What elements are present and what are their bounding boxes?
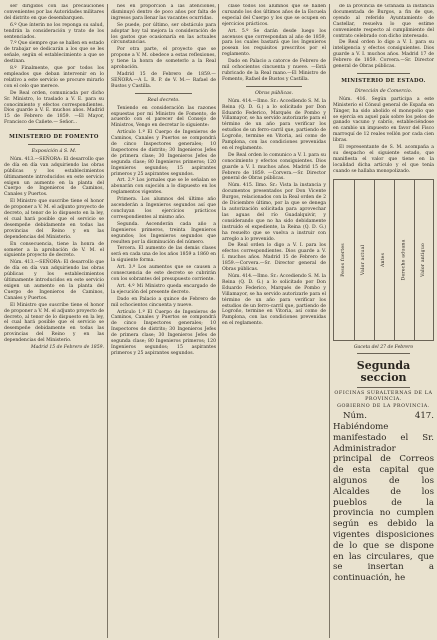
table-column: Valor actual <box>354 180 375 340</box>
rubric-heading: Real decreto. <box>147 97 180 103</box>
paragraph: De Real orden lo digo a V. I. para su inteligencia y efectos consiguientes. Dios guarde a V. I. muchos años. Madrid 17 de Febrero de 1859. Corvera.—Sr. Director general de Obras públicas. <box>333 40 434 70</box>
paragraph: De Real orden, comunicada por dicho Sr. Ministro, lo traslado a V. E. para su conocimiento y efectos correspondientes. Dios guarde a V. E. muchos años. Madrid 15 de Febrero de 1859. —El Mayor, Francisco de Cañete.— Señor... <box>4 90 104 126</box>
paragraph: 6.º Que ínterin no los reponga su salud, tendrán la consideración y trato de los sentenciados. <box>4 22 104 40</box>
paragraph: Dado en Palacio a catorce de Febrero de mil ochocientos cincuenta y nueve. —Está rubricado de la Real mano.—El Ministro de Fomento, Rafael de Bustos y Castilla. <box>222 59 326 82</box>
paragraph: Art. 2.º Los jornales que se le señalan se abonarán con sujeción a lo dispuesto en los reglamentos vigentes. <box>111 178 216 196</box>
divider <box>135 93 192 94</box>
table-column: Antes <box>374 180 395 340</box>
price-table <box>333 179 434 341</box>
column-3 <box>222 4 326 638</box>
column-4 <box>333 4 434 638</box>
paragraph: De Real orden lo digo a V. I. para los efectos correspondientes. Dios guarde a V. I. muchos años. Madrid 15 de Febrero de 1859.—Corvera.—Sr. Director general de Obras públicas. <box>222 243 326 273</box>
table-column: Valor antiguo <box>421 242 427 277</box>
paragraph: Segunda. Ascenderán cada año a Ingenieros primeros, treinta Ingenieros segundos; los Ingenieros segundos que resulten por la disminución del número. <box>111 221 216 245</box>
column-rule <box>329 4 330 638</box>
paragraph: Art. 5.º Se darán desde luego los ascensos que correspondan al año de 1859, para los cuales bastará que los Ingenieros posean los requisitos prescritos por el reglamento. <box>222 28 326 58</box>
divider <box>28 129 80 130</box>
paragraph: Se puede, por último, ser obstáculo para adoptar hoy tal mejora la consideración de los gastos que ocasionaría en las actuales circunstancias. <box>111 22 216 46</box>
paragraph: Tercera. El aumento de las demás clases será en cada una de los años 1859 a 1860 en la siguiente forma. <box>111 246 216 264</box>
paragraph: Teniendo en consideración las razones expuestas por mi Ministro de Fomento, de acuerdo con el parecer del Consejo de Ministros, Vengo en decretar lo siguiente: <box>111 105 216 129</box>
paragraph: El representante de S. M. acompaña a su despacho el siguiente estado, que manifiesta el valor que tiene en la localidad dicha artículo y el que tenía cuando se hallaba monopolizado. <box>333 145 434 174</box>
paragraph: Núm. 416. Según participa a este Ministerio el Cónsul general de España en Tánger, ha sido abolido el monopolio que se ejercía en aquel país sobre los pelos de ganado vacuno y cabrío, estableciéndose en cambio un impuesto en favor del Fisco marroquí de 12 reales vellón por cada cien libras. <box>333 96 434 144</box>
rubric-heading: Exposición á S. M. <box>31 149 77 155</box>
table-column: Derecho aduana <box>394 180 415 340</box>
table-column: Pesos fuertes <box>334 180 355 340</box>
paragraph: El Ministro que suscribe tiene el honor de proponer a V. M. el adjunto proyecto de decreto, al tenor de lo dispuesto en la ley, el cual hará posible que el servicio se desempeñe debidamente en todas las provincias del Reino y en las dependencias del Ministerio. <box>4 199 104 240</box>
section-subtitle: OFICINAS SUBALTERNAS DE LA PROVINCIA. <box>334 391 433 403</box>
paragraph: nes en proporción a las atenciones, disminuyó dentro de poco años por falta de ingresos para llenar las vacantes ocurridas. <box>111 4 216 21</box>
column-rule <box>218 4 219 638</box>
paragraph: Art. 3.º Los aumentos que se causen a consecuencia de este decreto se cubrirán con los sobrantes del presupuesto corriente. <box>111 265 216 282</box>
section-subtitle: GOBIERNO DE LA PROVINCIA. <box>337 404 430 410</box>
column-2 <box>111 4 216 638</box>
paragraph: Núm. 413.—SEÑORA: El desarrollo que de día en día van adquiriendo las obras públicas y los establecimientos últimamente introducidos en este servicio exigen un aumento en la planta del Cuerpo de Ingenieros de Caminos, Canales y Puertos. <box>4 260 104 301</box>
paragraph: Núm. 415. Ilmo. Sr.: Vista la instancia y documentos presentados por Don Vicente Burgos, relacionados con la Real orden de 2 de Diciembre último, por la que se denega la autorización solicitada para aprovechar las aguas del río Guadalquivir, y considerando que no ha sido debidamente instruido el expediente, la Reina (Q. D. G.) ha resuelto que se vuelva a instruir con arreglo a lo prevenido. <box>222 183 326 242</box>
paragraph: Artículo 1.º El Cuerpo de Ingenieros de Caminos, Canales y Puertos se compondrá de cinco Inspectores generales; 10 Inspectores de distrito; 30 Ingenieros Jefes de primera clase; 30 Ingenieros Jefes de segunda clase; 80 Ingenieros primeros; 120 Ingenieros segundos; 15 aspirantes primeros y 25 aspirantes segundos. <box>111 130 216 177</box>
paragraph: ser dirigidos con las precauciones convenientes por las Autoridades militares del distrito en que desembarquen. <box>4 4 104 21</box>
column-rule <box>107 4 108 638</box>
section-title: Segunda seccion <box>356 359 411 385</box>
rubric-heading: Obras públicas. <box>255 90 293 96</box>
paragraph: Art. 4.º Mi Ministro queda encargado de la ejecución del presente decreto. <box>111 283 216 295</box>
paragraph: clase todos los alumnos que se hallen cursando los dos últimos años de la Escuela especial del Cuerpo y los que se ocupen en ejercicios prácticos. <box>222 4 326 27</box>
paragraph: de la provincia de Granada la instancia documentada de Burgos, a fin de que, oyendo al referido Ayuntamiento de Castellar, resuelva lo que estime conveniente respecto al cumplimiento del contrato celebrado con dicho interesado. <box>333 4 434 39</box>
paragraph: De Real orden lo comunico a V. I. para su conocimiento y efectos consiguientes. Dios guarde a V. I. muchos años. Madrid 15 de Febrero de 1859. —Corvera.—Sr. Director general de Obras públicas. <box>222 152 326 182</box>
paragraph-large: Núm. 417. Habiéndome manifestado el Sr. Administrador principal de Correos de esta capital que algunos de los Alcaldes de los pueblos de la provincia no cumplen según es debido la vigentes disposiciones de lo que se dispone en las circulares, que se insertan a continuación, he <box>333 411 434 584</box>
divider <box>357 353 410 354</box>
signature-line: Madrid 15 de Febrero de 1859.—SEÑORA.—A L. R. P. de V. M.— Rafael de Bustos y Castilla. <box>111 71 216 89</box>
paragraph: 7.º Que siempre que se hallen en estado de trabajar se dedicarán a los que se les señale, según el establecimiento a que se destinan. <box>4 41 104 65</box>
ministry-heading: MINISTERIO DE FOMENTO <box>9 134 99 141</box>
ministry-heading: MINISTERIO DE ESTADO. <box>341 77 426 84</box>
date-line: Gaceta del 27 de Febrero <box>353 344 414 350</box>
divider <box>246 86 302 87</box>
paragraph: 8.º Finalmente, que por todos los empleados que deban intervenir en lo relativo a este servicio se procure mirarlo con el celo que merece. <box>4 66 104 89</box>
divider <box>357 387 410 388</box>
paragraph: Núm. 413.—SEÑORA: El desarrollo que de día en día van adquiriendo las obras públicas y los establecimientos últimamente introducidos en este servicio exigen un aumento en la planta del Cuerpo de Ingenieros de Caminos, Canales y Puertos. <box>4 156 104 198</box>
paragraph: Artículo 1.º El Cuerpo de Ingenieros de Caminos, Canales y Puertos se compondrá de cinco Inspectores generales; 10 Inspectores de distrito; 30 Ingenieros Jefes de primera clase; 30 Ingenieros Jefes de segunda clase; 80 Ingenieros primeros; 120 Ingenieros segundos; 15 aspirantes primeros y 25 aspirantes segundos. <box>111 309 216 356</box>
paragraph: Núm. 414.—Ilmo. Sr.: Accediendo S. M. la Reina (Q. D. G.) a lo solicitado por Don Eduardo Federico, Marqués de Pombo y Villamayor, se ha servido autorizarle para el término de un año para verificar los estudios de un ferro-carril que, partiendo de Logroño, termine en Vitoria, así como de Pamplona, con las condiciones prevenidas en el reglamento. <box>222 273 326 327</box>
divider <box>28 144 80 145</box>
paragraph: Dado en Palacio a quince de Febrero de mil ochocientos cincuenta y nueve. <box>111 296 216 308</box>
column-1 <box>4 4 104 638</box>
paragraph: Primera. Los alumnos del último año ascenderán a Ingenieros segundos así que concluyan los ejercicios prácticos correspondientes al mismo año. <box>111 197 216 220</box>
paragraph: Por otra parte, el proyecto que se propone a V. M. obedece a estas reflexiones, y tiene la honra de someterlo a la Real aprobación. <box>111 47 216 71</box>
rubric-heading: Dirección de Comercio. <box>354 88 413 94</box>
paragraph: En consecuencia, tiene la honra de someter a la aprobación de V. M. el siguiente proyecto de decreto. <box>4 241 104 259</box>
paragraph: Núm. 414.—Ilmo. Sr.: Accediendo S. M. la Reina (Q. D. G.) a lo solicitado por Don Eduardo Federico, Marqués de Pombo y Villamayor, se ha servido autorizarle para el término de un año para verificar los estudios de un ferro-carril que, partiendo de Logroño, termine en Vitoria, así como de Pamplona, con las condiciones prevenidas en el reglamento. <box>222 98 326 151</box>
divider <box>357 73 410 74</box>
signature-line: Madrid 15 de Febrero de 1859. <box>30 345 104 351</box>
paragraph: El Ministro que suscribe tiene el honor de proponer a V. M. el adjunto proyecto de decreto, al tenor de lo dispuesto en la ley, el cual hará posible que el servicio se desempeñe debidamente en todas las provincias del Reino y en las dependencias del Ministerio. <box>4 302 104 344</box>
